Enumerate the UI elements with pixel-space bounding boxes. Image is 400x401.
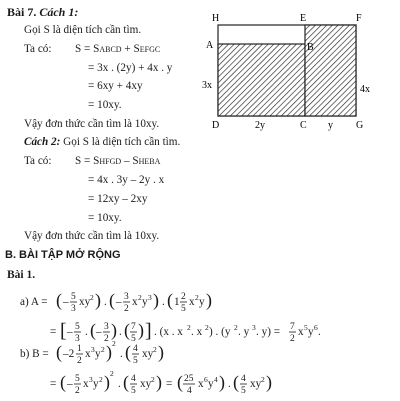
rectangle-figure — [200, 10, 400, 135]
svg-text:2: 2 — [195, 293, 199, 302]
label-a: A — [206, 40, 214, 51]
cach1-step2: = 3x . (2y) + 4x . y — [88, 62, 173, 74]
svg-text:) . (y: ) . (y — [209, 326, 231, 338]
svg-text:2: 2 — [112, 339, 116, 348]
cach2-step4: = 10xy. — [88, 212, 122, 224]
svg-text:.: . — [119, 326, 122, 338]
svg-text:2: 2 — [99, 375, 103, 384]
svg-text:.: . — [120, 348, 123, 360]
svg-text:.: . — [118, 378, 121, 390]
svg-text:–: – — [67, 326, 73, 338]
exercise-title: Bài 7. Cách 1: — [7, 5, 79, 19]
svg-text:3: 3 — [71, 304, 76, 314]
svg-text:–: – — [67, 378, 73, 390]
svg-text:.: . — [228, 378, 231, 390]
svg-text:(: ( — [56, 290, 62, 310]
svg-text:): ) — [266, 372, 272, 392]
svg-text:2: 2 — [110, 369, 114, 378]
svg-text:5: 5 — [131, 334, 136, 344]
svg-text:(: ( — [90, 320, 96, 340]
bai1-title: Bài 1. — [7, 269, 36, 281]
svg-text:y: y — [208, 378, 214, 390]
svg-text:1: 1 — [77, 344, 82, 354]
label-y: y — [328, 120, 333, 131]
svg-text:): ) — [206, 290, 212, 310]
label-b: B — [307, 42, 314, 53]
svg-text:2: 2 — [205, 323, 209, 332]
svg-text:5: 5 — [71, 292, 76, 302]
svg-text:3: 3 — [104, 322, 109, 332]
svg-text:.: . — [85, 326, 88, 338]
svg-text:x: x — [298, 326, 304, 338]
svg-text:5: 5 — [241, 386, 246, 396]
svg-text:.: . — [318, 326, 321, 338]
svg-text:xy: xy — [140, 378, 152, 390]
svg-text:5: 5 — [75, 374, 80, 384]
svg-text:4: 4 — [187, 386, 192, 396]
svg-text:. (x . x: . (x . x — [154, 326, 183, 338]
svg-text:=: = — [50, 378, 57, 390]
svg-text:a) A =: a) A = — [20, 296, 48, 308]
svg-text:]: ] — [145, 320, 152, 342]
svg-text:–: – — [116, 296, 122, 308]
svg-text:5: 5 — [133, 356, 138, 366]
svg-text:2: 2 — [138, 293, 142, 302]
svg-text:3: 3 — [148, 293, 152, 302]
svg-text:3: 3 — [75, 334, 80, 344]
section-b-title: B. BÀI TẬP MỞ RỘNG — [5, 249, 121, 261]
svg-text:6: 6 — [204, 375, 208, 384]
label-c: C — [300, 120, 307, 131]
svg-text:. x: . x — [191, 326, 203, 338]
cach2-taco: Ta có: — [24, 155, 52, 167]
svg-text:xy: xy — [250, 378, 262, 390]
cach1-step3: = 6xy + 4xy — [88, 80, 143, 92]
cach2-step3: = 12xy – 2xy — [88, 193, 148, 205]
label-4x: 4x — [360, 84, 370, 95]
svg-text:): ) — [111, 320, 117, 340]
label-3x: 3x — [202, 80, 212, 91]
svg-text:=: = — [50, 326, 57, 338]
svg-text:2: 2 — [90, 293, 94, 302]
svg-text:4: 4 — [241, 374, 246, 384]
svg-text:2: 2 — [290, 334, 295, 344]
svg-text:x: x — [85, 348, 91, 360]
svg-text:7: 7 — [131, 322, 136, 332]
svg-text:2: 2 — [187, 323, 191, 332]
svg-text:2: 2 — [151, 375, 155, 384]
svg-text:3: 3 — [91, 345, 95, 354]
svg-text:b) B =: b) B = — [20, 348, 49, 360]
svg-text:(: ( — [123, 372, 129, 392]
svg-text:(: ( — [233, 372, 239, 392]
svg-text:x: x — [189, 296, 195, 308]
svg-text:x: x — [198, 378, 204, 390]
svg-text:. y) =: . y) = — [256, 326, 281, 338]
cach1-step1: S = SABCD + SEFGC — [75, 43, 161, 55]
svg-text:x: x — [132, 296, 138, 308]
svg-text:y: y — [142, 296, 148, 308]
svg-text:5: 5 — [181, 304, 186, 314]
svg-text:2: 2 — [77, 356, 82, 366]
svg-text:(: ( — [56, 342, 62, 362]
label-g: G — [356, 120, 364, 131]
svg-text:4: 4 — [214, 375, 218, 384]
svg-text:y: y — [95, 348, 101, 360]
svg-text:): ) — [95, 290, 101, 310]
label-f: F — [356, 13, 362, 24]
svg-text:): ) — [104, 372, 110, 392]
svg-text:4: 4 — [131, 374, 136, 384]
svg-text:1: 1 — [174, 296, 180, 308]
rect-efgc — [305, 25, 356, 116]
svg-text:2: 2 — [101, 345, 105, 354]
svg-text:5: 5 — [304, 323, 308, 332]
svg-text:): ) — [138, 320, 144, 340]
rect-abcd — [218, 44, 305, 116]
svg-text:): ) — [106, 342, 112, 362]
svg-text:5: 5 — [131, 386, 136, 396]
label-h: H — [212, 13, 220, 24]
svg-text:y: y — [308, 326, 314, 338]
exercise-b-line1 — [20, 338, 400, 368]
svg-text:–2: –2 — [63, 348, 75, 360]
svg-text:2: 2 — [124, 304, 129, 314]
label-d: D — [212, 120, 220, 131]
svg-text:7: 7 — [290, 322, 295, 332]
svg-text:5: 5 — [75, 322, 80, 332]
cach2-conclusion: Vậy đơn thức cần tìm là 10xy. — [24, 230, 160, 242]
svg-text:2: 2 — [104, 334, 109, 344]
svg-text:3: 3 — [89, 375, 93, 384]
cach1-taco: Ta có: — [24, 43, 52, 55]
svg-text:.: . — [104, 296, 107, 308]
svg-text:6: 6 — [314, 323, 318, 332]
svg-text:(: ( — [60, 372, 66, 392]
svg-text:(: ( — [177, 372, 183, 392]
exercise-b-line2 — [50, 368, 395, 398]
svg-text:(: ( — [124, 320, 130, 340]
svg-text:2: 2 — [181, 292, 186, 302]
cach1-conclusion: Vậy đơn thức cần tìm là 10xy. — [24, 118, 160, 130]
svg-text:.: . — [162, 296, 165, 308]
label-e: E — [300, 13, 307, 24]
svg-text:3: 3 — [124, 292, 129, 302]
svg-text:y: y — [199, 296, 205, 308]
svg-text:[: [ — [60, 320, 67, 342]
cach2-intro-line: Cách 2: Gọi S là diện tích cần tìm. — [24, 136, 181, 148]
svg-text:2: 2 — [261, 375, 265, 384]
svg-text:): ) — [156, 372, 162, 392]
svg-text:2: 2 — [75, 386, 80, 396]
svg-text:4: 4 — [133, 344, 138, 354]
svg-text:25: 25 — [184, 374, 194, 384]
svg-text:(: ( — [125, 342, 131, 362]
cach1-intro: Gọi S là diện tích cần tìm. — [24, 24, 142, 36]
svg-text:xy: xy — [79, 296, 91, 308]
svg-text:2: 2 — [153, 345, 157, 354]
svg-text:. y: . y — [238, 326, 250, 338]
svg-text:y: y — [93, 378, 99, 390]
svg-text:(: ( — [109, 290, 115, 310]
svg-text:3: 3 — [252, 323, 256, 332]
svg-text:): ) — [153, 290, 159, 310]
svg-text:): ) — [219, 372, 225, 392]
svg-text:=: = — [166, 378, 173, 390]
svg-text:xy: xy — [142, 348, 154, 360]
cach2-step2: = 4x . 3y – 2y . x — [88, 174, 165, 186]
svg-text:x: x — [83, 378, 89, 390]
svg-text:(: ( — [167, 290, 173, 310]
cach1-step4: = 10xy. — [88, 99, 122, 111]
cach2-step1: S = SHFGD – SHEBA — [75, 155, 161, 167]
svg-text:): ) — [158, 342, 164, 362]
svg-text:2: 2 — [234, 323, 238, 332]
svg-text:–: – — [63, 296, 69, 308]
exercise-a-line1 — [20, 286, 400, 316]
label-2y: 2y — [255, 120, 265, 131]
svg-text:–: – — [96, 326, 102, 338]
